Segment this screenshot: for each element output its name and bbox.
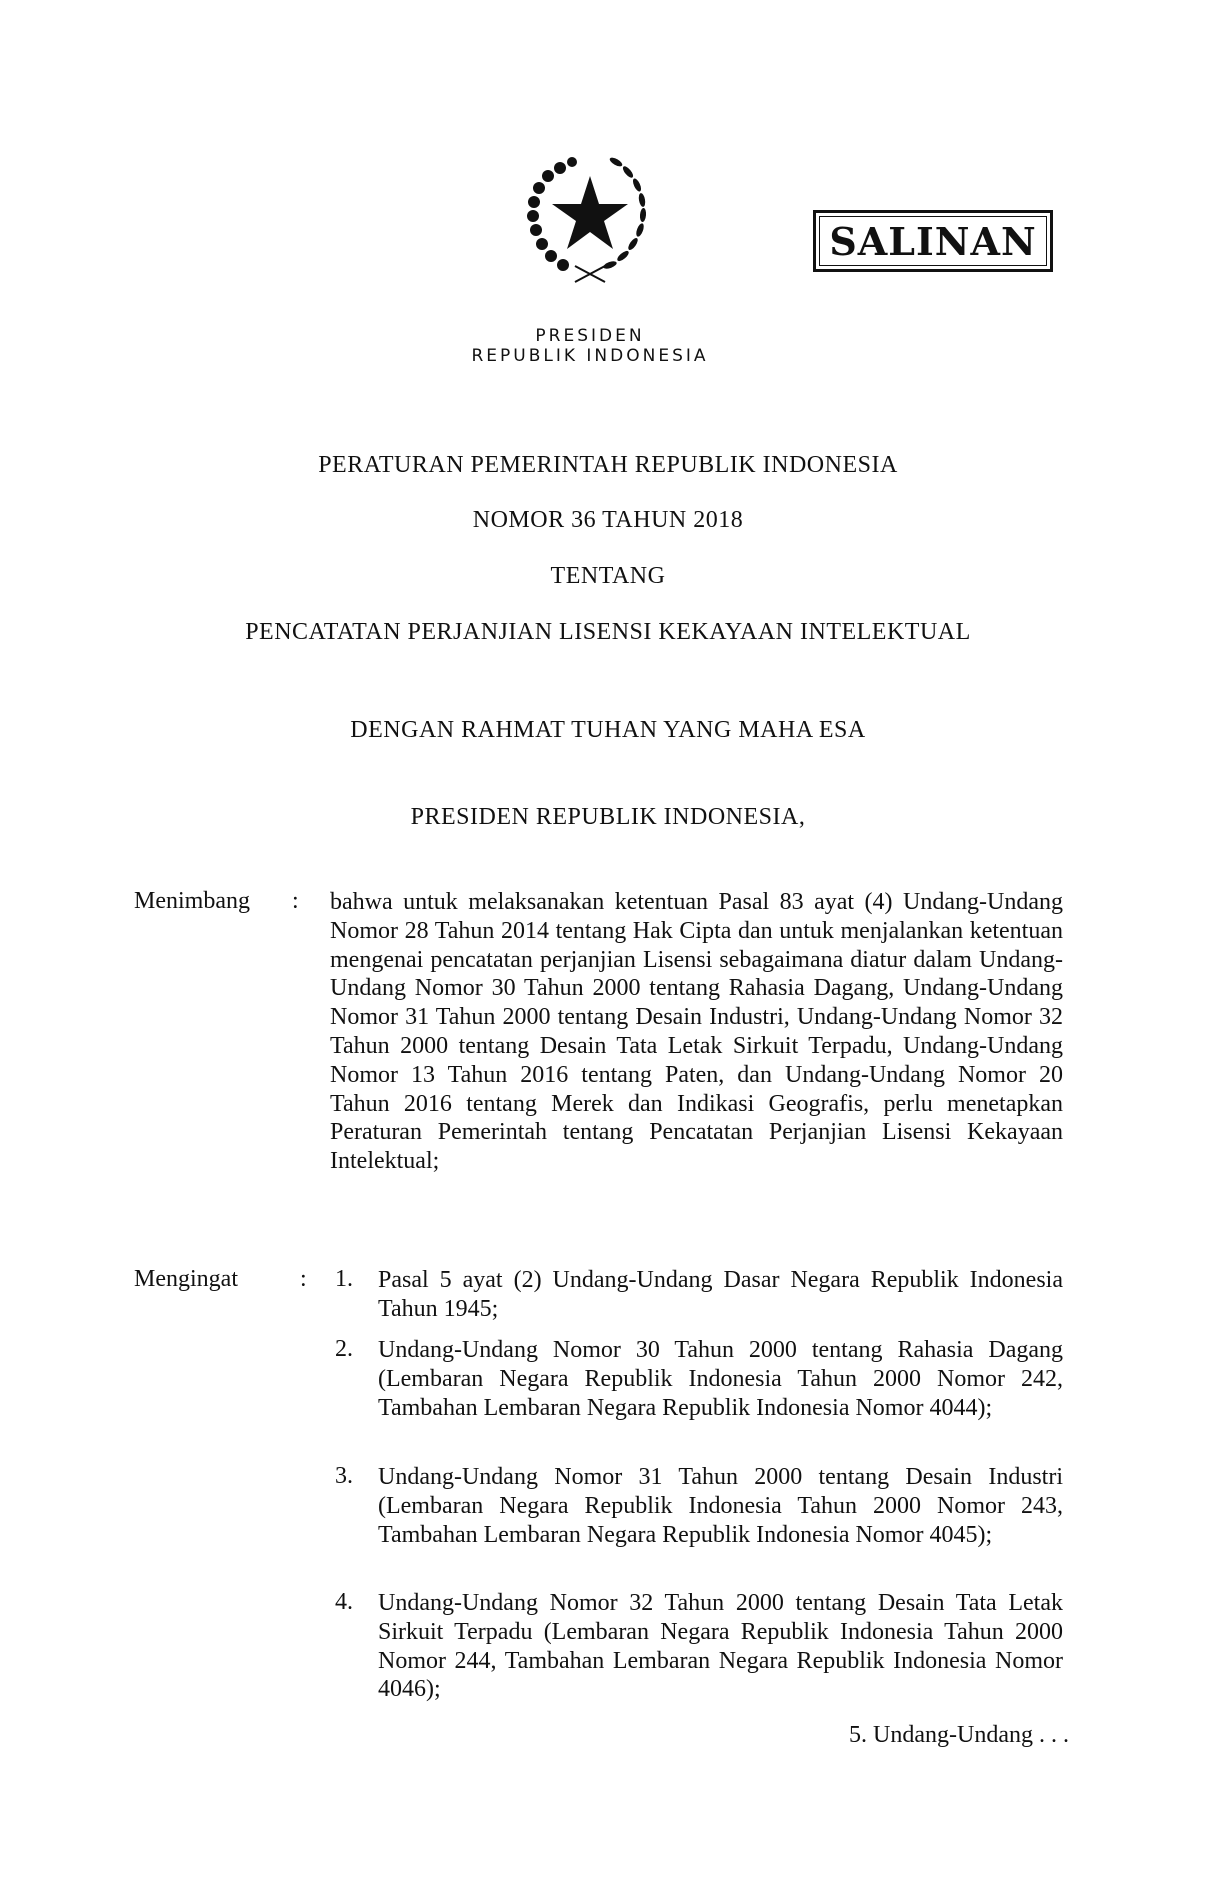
issuer: PRESIDEN REPUBLIK INDONESIA,	[410, 804, 806, 830]
presidential-emblem-icon	[520, 148, 660, 288]
menimbang-colon: :	[292, 888, 299, 914]
salinan-stamp	[813, 210, 1053, 272]
invocation: DENGAN RAHMAT TUHAN YANG MAHA ESA	[350, 717, 866, 743]
mengingat-item-number: 3.	[335, 1463, 353, 1489]
regulation-number: NOMOR 36 TAHUN 2018	[472, 507, 744, 533]
mengingat-colon: :	[300, 1266, 307, 1292]
menimbang-label: Menimbang	[134, 888, 250, 914]
page-continuation: 5. Undang-Undang . . .	[849, 1722, 1069, 1748]
office-line-1: PRESIDEN	[535, 326, 645, 346]
mengingat-item-number: 2.	[335, 1336, 353, 1362]
mengingat-item-text: Undang-Undang Nomor 32 Tahun 2000 tentang Desain Tata Letak Sirkuit Terpadu (Lembaran Negara Republik Indonesia Tahun 2000 Nomor 244, Tambahan Lembaran Negara Republik Indonesia Nomor 4046);	[378, 1590, 1063, 1703]
regulation-about: TENTANG	[550, 563, 666, 589]
mengingat-item-text: Undang-Undang Nomor 31 Tahun 2000 tentang Desain Industri (Lembaran Negara Republik Indonesia Tahun 2000 Nomor 243, Tambahan Lembaran Negara Republik Indonesia Nomor 4045);	[378, 1464, 1063, 1548]
mengingat-label: Mengingat	[134, 1266, 238, 1292]
mengingat-item-text: Undang-Undang Nomor 30 Tahun 2000 tentang Rahasia Dagang (Lembaran Negara Republik Indonesia Tahun 2000 Nomor 242, Tambahan Lembaran Negara Republik Indonesia Nomor 4044);	[378, 1337, 1063, 1421]
mengingat-item-text: Pasal 5 ayat (2) Undang-Undang Dasar Negara Republik Indonesia Tahun 1945;	[378, 1267, 1063, 1322]
regulation-title: PERATURAN PEMERINTAH REPUBLIK INDONESIA	[318, 452, 898, 478]
menimbang-text: bahwa untuk melaksanakan ketentuan Pasal 83 ayat (4) Undang-Undang Nomor 28 Tahun 2014 tentang Hak Cipta dan untuk menjalankan ketentuan mengenai pencatatan perjanjian Lisensi sebagaimana diatur dalam Undang-Undang Nomor 30 Tahun 2000 tentang Rahasia Dagang, Undang-Undang Nomor 31 Tahun 2000 tentang Desain Industri, Undang-Undang Nomor 32 Tahun 2000 tentang Desain Tata Letak Sirkuit Terpadu, Undang-Undang Nomor 13 Tahun 2016 tentang Paten, dan Undang-Undang Nomor 20 Tahun 2016 tentang Merek dan Indikasi Geografis, perlu menetapkan Peraturan Pemerintah tentang Pencatatan Perjanjian Lisensi Kekayaan Intelektual;	[330, 889, 1063, 1175]
salinan-label: SALINAN	[829, 218, 1037, 264]
regulation-subject: PENCATATAN PERJANJIAN LISENSI KEKAYAAN INTELEKTUAL	[245, 619, 971, 645]
office-line-2: REPUBLIK INDONESIA	[471, 346, 709, 366]
mengingat-item-number: 1.	[335, 1266, 353, 1292]
mengingat-item-number: 4.	[335, 1589, 353, 1615]
